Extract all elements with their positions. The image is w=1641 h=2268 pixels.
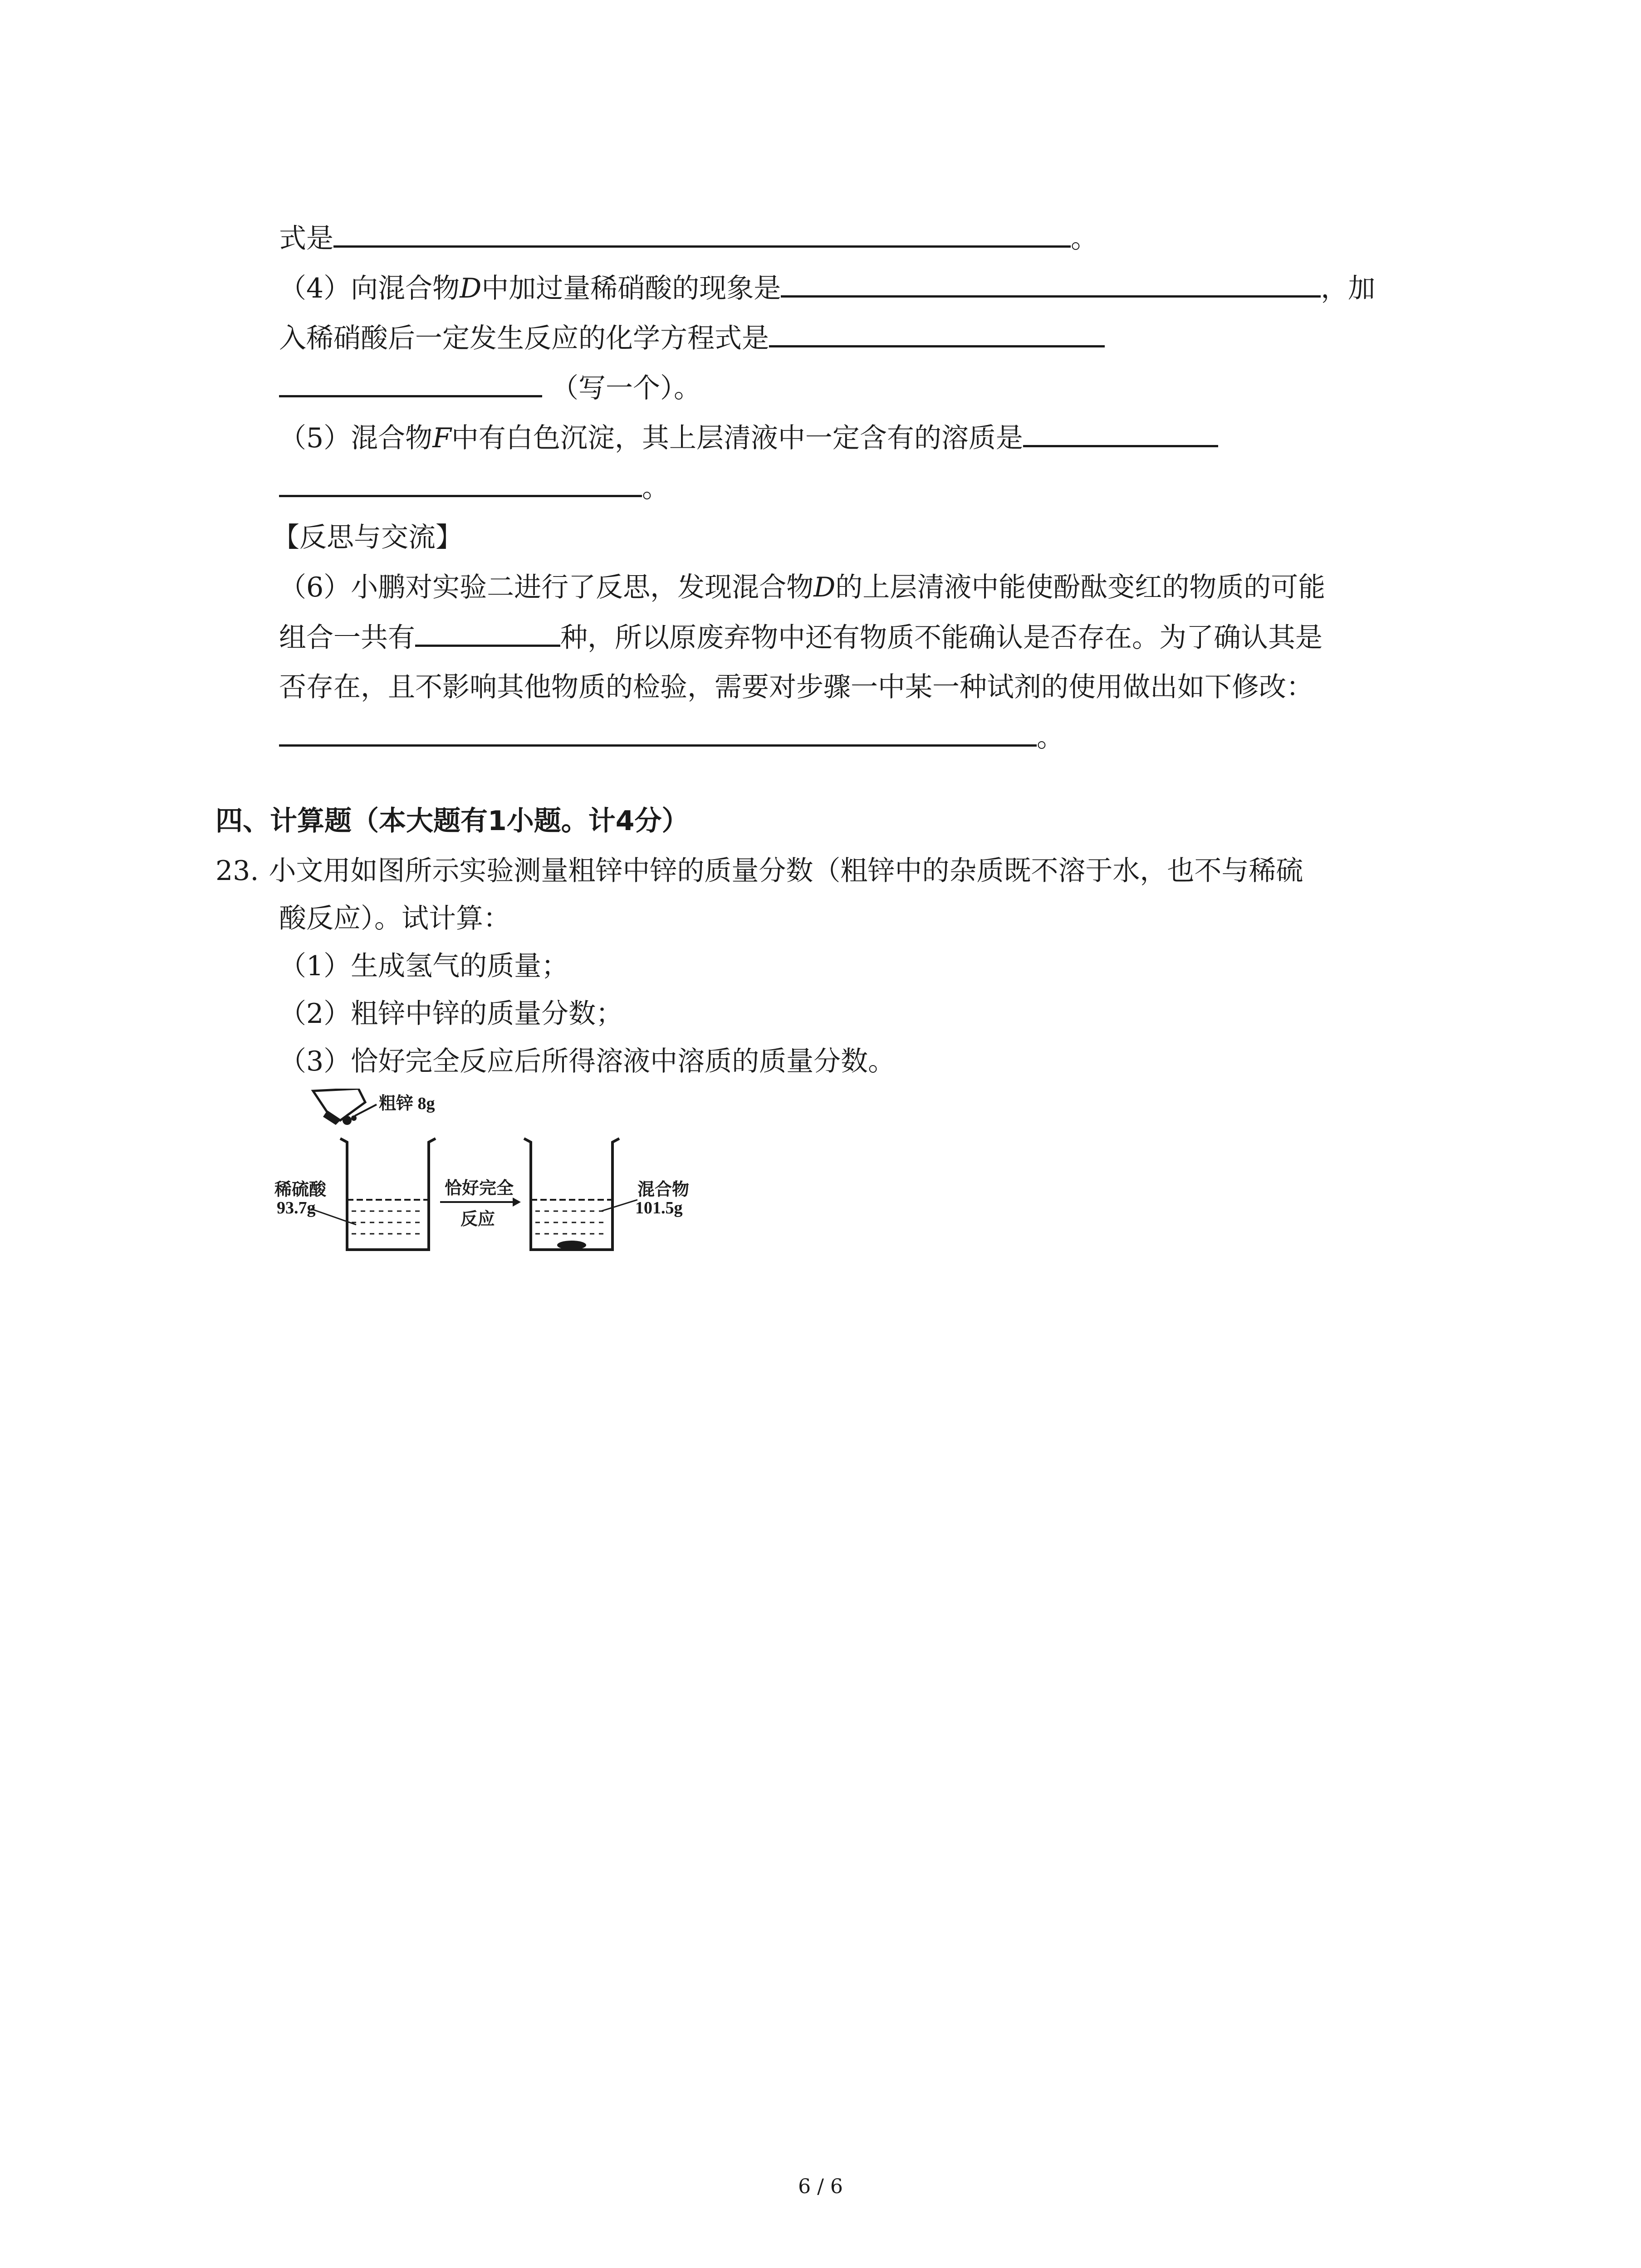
q23-sub1 (279, 948, 568, 984)
answer-blank[interactable] (769, 320, 1105, 347)
q23-line2 (279, 900, 510, 937)
q22-p4-text: 中加过量稀硝酸的现象是 (481, 273, 781, 304)
q22-p5-line2 (279, 469, 669, 506)
answer-blank[interactable] (781, 270, 1321, 298)
q23-sub3 (279, 1043, 895, 1080)
answer-blank[interactable] (333, 220, 1071, 248)
end-mark: 。 (1037, 722, 1064, 753)
q22-p6-text: （6）小鹏对实验二进行了反思，发现混合物 (279, 572, 814, 603)
question-number: 23. (216, 855, 259, 887)
label-acid-mass: 93.7g (277, 1198, 316, 1217)
q22-p6-line1 (279, 569, 1325, 606)
q22-p4-text: （4）向混合物 (279, 273, 460, 304)
q22-p6-line2 (279, 619, 1323, 656)
q23-text: 酸反应）。试计算： (279, 903, 510, 934)
section-reflection (272, 519, 463, 556)
q22-p4-line2 (279, 320, 1105, 357)
q23-text: 小文用如图所示实验测量粗锌中锌的质量分数（粗锌中的杂质既不溶于水，也不与稀硫 (269, 855, 1303, 887)
q22-cont-prefix: 式是 (279, 223, 333, 254)
end-mark: 。 (642, 472, 669, 504)
answer-blank[interactable] (415, 619, 560, 647)
q22-p6-line4 (279, 719, 1064, 756)
q22-p6-text: 种，所以原废弃物中还有物质不能确认是否存在。为了确认其是 (560, 622, 1323, 654)
label-mix-name: 混合物 (637, 1180, 690, 1199)
answer-blank[interactable] (279, 469, 642, 497)
q22-p5-line1 (279, 420, 1218, 456)
section-4-heading (216, 803, 689, 839)
label-acid-name: 稀硫酸 (274, 1180, 327, 1199)
paper-with-zinc-icon (313, 1089, 377, 1125)
q22-cont-line (279, 220, 1098, 257)
answer-blank[interactable] (279, 719, 1037, 747)
end-mark: 。 (1071, 223, 1098, 254)
answer-blank[interactable] (1023, 420, 1218, 447)
section-4-heading-text: 四、计算题（本大题有1小题。计4分） (216, 805, 689, 837)
q23-subquestion: （3）恰好完全反应后所得溶液中溶质的质量分数。 (279, 1046, 896, 1077)
q22-p6-text: 的上层清液中能使酚酞变红的物质的可能 (835, 572, 1326, 603)
experiment-figure (272, 1089, 726, 1284)
section-title: 【反思与交流】 (272, 522, 463, 553)
beaker-right-icon (524, 1139, 637, 1250)
answer-blank[interactable] (279, 370, 542, 397)
variable-d: D (813, 572, 836, 603)
q22-p5-text: （5）混合物 (279, 422, 433, 454)
arrow-icon (440, 1198, 521, 1207)
q22-p4-line1 (279, 270, 1375, 307)
q22-p6-text: 否存在，且不影响其他物质的检验，需要对步骤一中某一种试剂的使用做出如下修改： (279, 671, 1313, 703)
q22-p4-text: ，加 (1321, 273, 1376, 304)
label-mix-mass: 101.5g (635, 1198, 683, 1217)
q23-line1 (216, 853, 1303, 889)
q22-p6-text: 组合一共有 (279, 622, 415, 654)
label-arrow-top: 恰好完全 (445, 1179, 514, 1198)
q22-p4-line3 (279, 370, 701, 406)
q23-subquestion: （1）生成氢气的质量； (279, 950, 569, 982)
q23-subquestion: （2）粗锌中锌的质量分数； (279, 998, 623, 1030)
q22-p4-text: 入稀硝酸后一定发生反应的化学方程式是 (279, 323, 769, 354)
label-zinc: 粗锌 8g (379, 1094, 435, 1113)
q22-p4-text: （写一个）。 (551, 372, 701, 404)
q22-p5-text: 中有白色沉淀，其上层清液中一定含有的溶质是 (451, 422, 1023, 454)
beaker-left-icon (311, 1139, 436, 1250)
label-arrow-bottom: 反应 (460, 1210, 495, 1229)
q22-p6-line3 (279, 669, 1313, 705)
q23-sub2 (279, 996, 623, 1032)
page-number: 6 / 6 (798, 2175, 843, 2198)
variable-f: F (432, 422, 451, 454)
variable-d: D (460, 273, 482, 304)
